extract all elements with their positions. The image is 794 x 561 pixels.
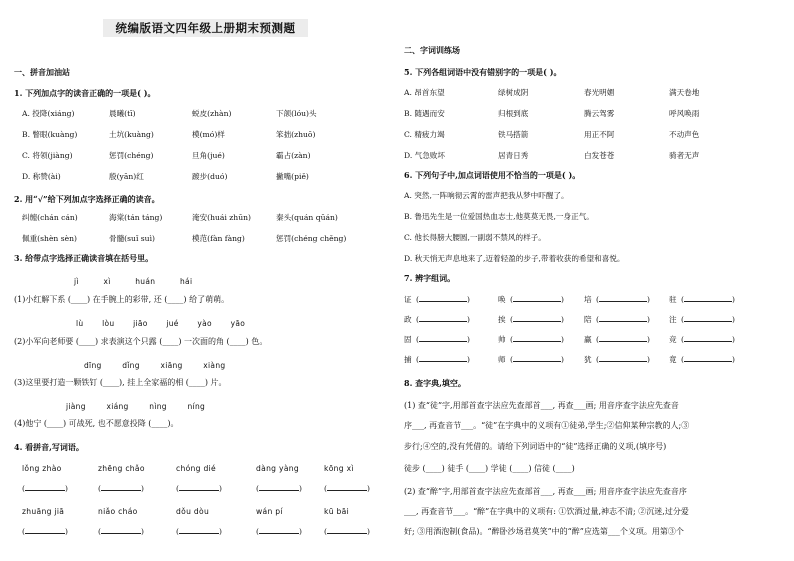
q2-option-cell: 秦头(quán qūán) (276, 213, 338, 222)
section-2-heading: 二、字词训练场 (404, 45, 460, 55)
q7-char: 捕 (404, 355, 412, 364)
q5-stem: 5. 下列各组词语中没有错别字的一项是( )。 (404, 67, 562, 77)
q7-char: 注 (669, 315, 677, 324)
q4-answer-blank[interactable]: ( ) (22, 484, 68, 493)
q7-char: 帅 (498, 335, 506, 344)
section-1-heading: 一、拼音加油站 (14, 67, 70, 77)
q1-option-cell: 霸占(zàn) (276, 151, 311, 160)
q2-option-cell: 佩重(shèn sèn) (22, 234, 77, 243)
exam-title: 统编版语文四年级上册期末预测题 (103, 19, 308, 37)
q7-answer-blank[interactable]: ( ) (510, 355, 564, 364)
q5-option-cell: 归根到底 (498, 109, 529, 118)
q7-answer-blank[interactable]: ( ) (596, 335, 650, 344)
q5-option-cell: C. 精疲力竭 (404, 130, 445, 139)
q7-answer-blank[interactable]: ( ) (416, 355, 470, 364)
q7-char: 唤 (498, 295, 506, 304)
q5-option-cell: 春光明媚 (584, 88, 615, 97)
q7-answer-blank[interactable]: ( ) (510, 335, 564, 344)
q3-pinyin-3: dīng dǐng xiāng xiàng (84, 361, 226, 370)
q6-option: D. 秋天悄无声息地来了,迈着轻盈的步子,带着收获的希望和喜悦。 (404, 254, 625, 263)
q1-option-cell: 模(mó)样 (192, 130, 225, 139)
q8-line-5: (2) 查“醉”字,用部首查字法应先查部首___, 再查___画; 用音序查字法应先查音序 (404, 487, 687, 496)
q4-pinyin: niǎo cháo (98, 507, 138, 516)
q3-pinyin-1: jì xì huán hái (74, 277, 193, 286)
q4-pinyin: zhēng chǎo (98, 464, 145, 473)
q4-answer-blank[interactable]: ( ) (324, 527, 370, 536)
q7-stem: 7. 辨字组词。 (404, 273, 456, 283)
q7-char: 政 (404, 315, 412, 324)
q8-line-1: (1) 查“徒”字,用部首查字法应先查部首___, 再查___画; 用音序查字法应先查音 (404, 401, 679, 410)
q4-pinyin: lǒng zhào (22, 464, 62, 473)
q5-option-cell: 呼风唤雨 (669, 109, 700, 118)
q4-answer-blank[interactable]: ( ) (256, 484, 302, 493)
q4-answer-blank[interactable]: ( ) (256, 527, 302, 536)
q3-sentence-1: (1)小红解下系 (____) 在手腕上的彩带, 还 (____) 给了萌萌。 (14, 295, 230, 304)
q7-char: 驻 (669, 295, 677, 304)
q2-option-cell: 纠缠(chán cán) (22, 213, 78, 222)
q2-option-cell: 淹安(huái zhūn) (192, 213, 251, 222)
q5-option-cell: 白发苍苍 (584, 151, 615, 160)
q6-option: C. 他长得膀大腰圆,一副弱不禁风的样子。 (404, 233, 546, 242)
q5-option-cell: A. 昂首东望 (404, 88, 445, 97)
q4-answer-blank[interactable]: ( ) (98, 484, 144, 493)
q1-option-cell: C. 将领(jiàng) (22, 151, 73, 160)
q1-option-cell: 晨曦(tī) (109, 109, 136, 118)
q2-option-cell: 海棠(tán táng) (109, 213, 163, 222)
q1-option-cell: 旦角(jué) (192, 151, 225, 160)
q7-answer-blank[interactable]: ( ) (416, 295, 470, 304)
q5-option-cell: 腾云驾雾 (584, 109, 615, 118)
q7-char: 挨 (498, 315, 506, 324)
q1-option-cell: 撇嘴(piě) (276, 172, 309, 181)
q5-option-cell: 居青日秀 (498, 151, 529, 160)
q4-pinyin: wán pí (256, 507, 283, 516)
q3-pinyin-4: jiàng xiáng nìng níng (66, 402, 206, 411)
q5-option-cell: 绿树成阴 (498, 88, 529, 97)
q7-answer-blank[interactable]: ( ) (510, 295, 564, 304)
q1-option-cell: 蜕皮(zhàn) (192, 109, 232, 118)
q5-option-cell: 不动声色 (669, 130, 700, 139)
q7-answer-blank[interactable]: ( ) (596, 295, 650, 304)
q4-answer-blank[interactable]: ( ) (176, 484, 222, 493)
q3-stem: 3. 给带点字选择正确读音填在括号里。 (14, 253, 154, 263)
q4-pinyin: dàng yàng (256, 464, 300, 473)
q1-option-cell: 踱步(duó) (192, 172, 228, 181)
q5-option-cell: 骑者无声 (669, 151, 700, 160)
q5-option-cell: 铁马搭箭 (498, 130, 529, 139)
q7-answer-blank[interactable]: ( ) (681, 295, 735, 304)
q7-char: 竞 (669, 335, 677, 344)
q7-answer-blank[interactable]: ( ) (681, 315, 735, 324)
q3-sentence-4: (4)他宁 (____) 可战死, 也不愿意投降 (____)。 (14, 419, 179, 428)
q4-pinyin: zhuāng jiā (22, 507, 65, 516)
q4-stem: 4. 看拼音,写词语。 (14, 442, 84, 452)
q3-pinyin-2: lù lòu jiāo jué yào yāo (76, 319, 246, 328)
q2-option-cell: 模范(fàn fàng) (192, 234, 245, 243)
q7-char: 培 (584, 295, 592, 304)
q1-stem: 1. 下列加点字的读音正确的一项是( )。 (14, 88, 156, 98)
q1-option-cell: 笨拙(zhuō) (276, 130, 316, 139)
q8-line-4: 徒步 (____) 徒手 (____) 学徒 (____) 信徒 (____) (404, 464, 575, 473)
q7-char: 竟 (669, 355, 677, 364)
q1-option-cell: 殷(yān)红 (109, 172, 144, 181)
q6-stem: 6. 下列句子中,加点词语使用不恰当的一项是( )。 (404, 170, 581, 180)
q7-char: 师 (498, 355, 506, 364)
q4-pinyin: dǒu dòu (176, 507, 210, 516)
q5-option-cell: 用正不阿 (584, 130, 615, 139)
q3-sentence-3: (3)这里要打造一颗铁钉 (____), 挂上全家福的相 (____) 片。 (14, 378, 227, 387)
q7-answer-blank[interactable]: ( ) (416, 335, 470, 344)
q4-answer-blank[interactable]: ( ) (22, 527, 68, 536)
q1-option-cell: D. 称赞(ài) (22, 172, 61, 181)
q8-line-2: 序___, 再查音节___。“徒”在字典中的义项有①徒弟,学生;②信仰某种宗教的人;③ (404, 421, 690, 430)
q5-option-cell: B. 随遇而安 (404, 109, 445, 118)
q7-answer-blank[interactable]: ( ) (681, 335, 735, 344)
q7-char: 固 (404, 335, 412, 344)
q7-char: 犹 (584, 355, 592, 364)
q4-answer-blank[interactable]: ( ) (176, 527, 222, 536)
q3-sentence-2: (2)小军向老师要 (____) 求表演这个只露 (____) 一次面的角 (____) 色。 (14, 337, 268, 346)
q8-stem: 8. 查字典,填空。 (404, 378, 466, 388)
q8-line-3: 步行;④空的,没有凭借的。请给下列词语中的“徒”选择正确的义项,(填序号) (404, 442, 667, 451)
q7-answer-blank[interactable]: ( ) (596, 315, 650, 324)
q5-option-cell: D. 气急败坏 (404, 151, 446, 160)
q7-char: 证 (404, 295, 412, 304)
q4-pinyin: kū bāi (324, 507, 350, 516)
q7-answer-blank[interactable]: ( ) (416, 315, 470, 324)
q2-stem: 2. 用“√”给下列加点字选择正确的读音。 (14, 194, 160, 204)
q2-option-cell: 骨髓(suǐ suì) (109, 234, 155, 243)
q4-answer-blank[interactable]: ( ) (324, 484, 370, 493)
q7-answer-blank[interactable]: ( ) (596, 355, 650, 364)
q8-line-7: 好; ③用酒泡制(食品)。“醉卧沙场君莫笑”中的“醉”应选第___个义项。用第③个 (404, 527, 684, 536)
q4-pinyin: chóng dié (176, 464, 216, 473)
q1-option-cell: B. 瞥眼(kuàng) (22, 130, 78, 139)
q6-option: B. 鲁迅先生是一位爱国热血志士,他莫莫无畏,一身正气。 (404, 212, 594, 221)
q5-option-cell: 满天卷地 (669, 88, 700, 97)
q7-char: 陪 (584, 315, 592, 324)
q1-option-cell: 惩罚(chéng) (109, 151, 154, 160)
q7-answer-blank[interactable]: ( ) (681, 355, 735, 364)
q8-line-6: ___, 再查音节___。“醉”在字典中的义项有: ①饮酒过量,神志不清; ②沉迷,过分爱 (404, 507, 689, 516)
q1-option-cell: 下颌(lóu)头 (276, 109, 317, 118)
q7-answer-blank[interactable]: ( ) (510, 315, 564, 324)
q4-pinyin: kōng xì (324, 464, 354, 473)
q1-option-cell: 土坑(kuàng) (109, 130, 154, 139)
q7-char: 赢 (584, 335, 592, 344)
q1-option-cell: A. 投降(xiáng) (22, 109, 75, 118)
q2-option-cell: 惩罚(chéng chěng) (276, 234, 347, 243)
q6-option: A. 突然,一阵响彻云霄的雷声把我从梦中吓醒了。 (404, 191, 569, 200)
q4-answer-blank[interactable]: ( ) (98, 527, 144, 536)
